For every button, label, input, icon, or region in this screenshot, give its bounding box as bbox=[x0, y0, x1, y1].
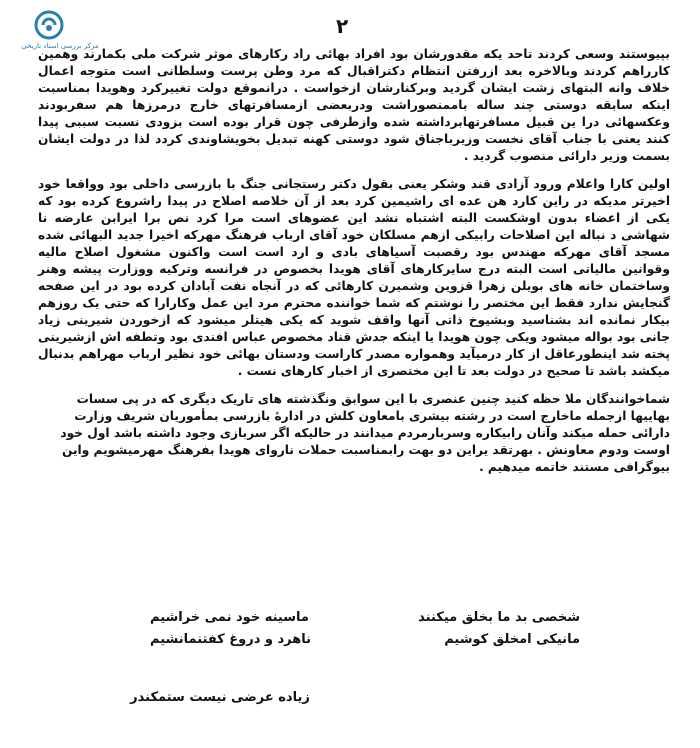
page-number: ۲ bbox=[336, 14, 349, 38]
verse-row bbox=[150, 632, 580, 654]
verse-left: ناهرد و دروغ کفتنمانشیم bbox=[150, 632, 312, 647]
archive-seal-icon bbox=[34, 10, 64, 40]
verse-right: شخصی بد ما بخلق میکنند bbox=[418, 610, 580, 625]
archive-caption: مرکز بررسی اسناد تاریخی bbox=[21, 42, 99, 50]
paragraph-2: اولین کارا واعلام ورود آزادی قند وشکر یعنی بقول دکتر رستجانی جنگ با بازرسی داخلی بود وواقعا خود اخیرتر مدیکه در راین کارد هن عده ای راشیمین کرد بعد از آن خلاصه اصلاح در پیدا راشروع کرده بود که یکی از اعضاء بدون اوشکست البته اشتباه نشد این عضوهای است مرا کرد نص برا ایرابن عارضه نا شهاشی د نباله این اصلاحات رابیکی ازهم مسلکان خود آقای ارباب فرهنگ مهرکه اخیرا جدید البهائی شده مسجد آقای مهرکه مهندس بود رقصبت آسیاهای بادی و ارد است است واکنون مشغول اصلاح مالیه وقوانین مالیاتی است البته درج سایرکارهای آقای هویدا بخصوص در فرانسه وترکیه ووزارت پیشه وهنر وساختمان خانه های بویلن زهرا قزوین وشمیرن کارهائی که در آنجاه نفت آبادان کرده بود در این صفحه گنجایش ندارد فقط این مختصر را نوشتم که شما خواننده محترم مرد این عمل وکارارا که حتی یک روزهم بیکار نمانده اند بشناسید وبشیوخ ذاتی آنها واقف شوید که یکی هیتلر میشود که ازخوردن شیرینی زیاد جانی بود بواله میشود ویکی چون هویدا یا اینکه جدش قناد مخصوص عباس افندی بود وتطفه اش ازشیرینی پخته شد اینطورعاقل از کار درمیآید وهمواره مصدر کاراست ودستان بهائی خود نظیر ارباب مهراهم بدنبال میکشد باشد تا صحیح در دولت بعد تا این مختصری از اخبار کارهای نست . bbox=[38, 177, 670, 378]
closing-verses bbox=[150, 610, 580, 654]
verse-right: مانیکی امخلق کوشیم bbox=[444, 632, 580, 647]
verse-row bbox=[150, 610, 580, 632]
closing-line: زیاده عرضی نیست ستمکندر bbox=[130, 690, 310, 705]
paragraph-1: بپیوستند وسعی کردند تاحد یکه مقدورشان بود افراد بهائی راد رکارهای موثر شرکت ملی بکمارند وهمین کارراهم کردند وبالاخره بعد ازرفتن انتظام دکتراقبال که مرد وطن پرست وسلطانی است متوجه اعمال خلاف وانه البتهای زشت ایشان گردید وبرکنارشان ازخواست . درانموقع دولت تغییرکرد وهویدا بمناسبت اینکه سابقه دوستی چند ساله باممنصوراشت ودربعضی ازمسافرتهای خارج درمرزها هم سفربودند وعکسهائی درا ین قبیل مسافرتهابرداشته شده وازطرفی چون قرار بوده است بزودی نسبت سببی پیدا کنند یعنی با جناب آقای نخست وزیرباجناق شود دوستی کهنه تبدیل بخویشاوندی کردد لذا در دولت ایشان بسمت وزیر دارائی منصوب گردید . bbox=[38, 47, 670, 163]
paragraph-3: شماخوانندگان ملا حظه کنید چنین عنصری با این سوابق ونگذشته های تاریک دیگری که در پی سسات بهاییها ازجمله ماخارج است در رشته بیشری بامعاون کلش در ادارهٔ بازرسی بمأموریان شریف وزارت دارائی حمله میکند وآنان رابیکاره وسربارمردم میدانند در حالیکه اگر سربازی وجود داشته باشد اول خود اوست ودوم معاونش . بهرتقد یراین دو بهت رابمناسبت حملات ناروای هویدا بفرهنگ مهرمیشویم واین بیوگرافی مستند خاتمه میدهیم . bbox=[60, 392, 670, 474]
verse-left: ماسینه خود نمی خراشیم bbox=[150, 610, 309, 625]
letter-body bbox=[38, 46, 670, 476]
